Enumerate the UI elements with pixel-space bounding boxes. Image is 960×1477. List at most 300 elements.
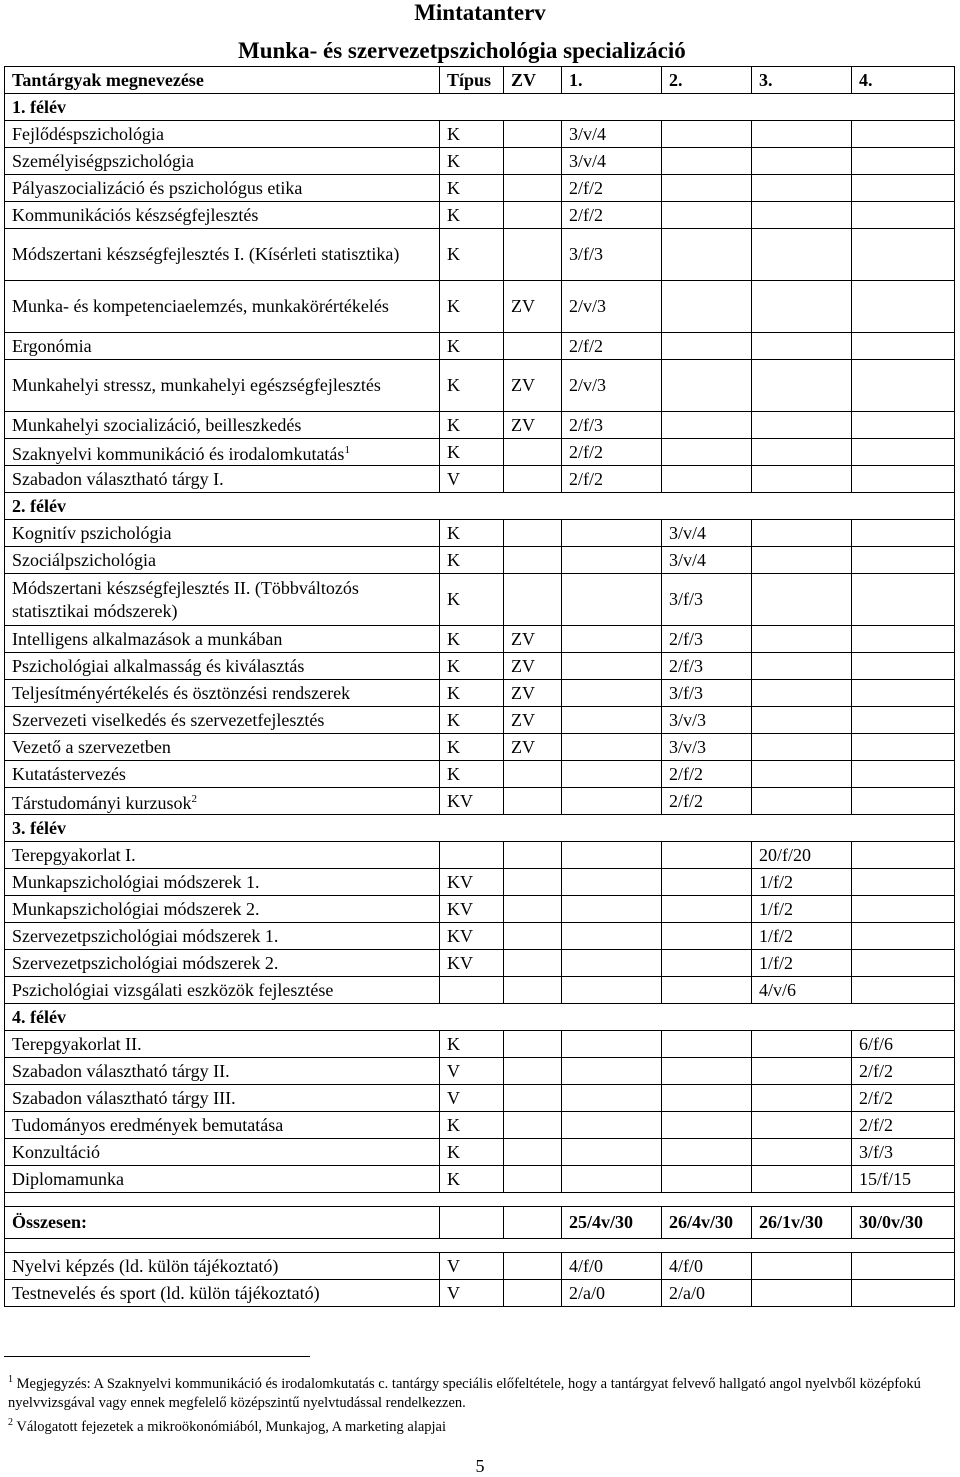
- course-row: [5, 574, 955, 626]
- course-row: [5, 333, 955, 360]
- cell-tipus: [440, 977, 504, 1004]
- course-row: [5, 1085, 955, 1112]
- semester-heading: 2. félév: [5, 493, 955, 520]
- cell-sem4: [852, 707, 955, 734]
- cell-sem3: [752, 229, 852, 281]
- cell-sem2: 26/4v/30: [662, 1207, 752, 1239]
- cell-sem1: [562, 788, 662, 815]
- cell-zv: ZV: [504, 653, 562, 680]
- cell-sem2: 2/f/3: [662, 626, 752, 653]
- cell-sem2: [662, 950, 752, 977]
- cell-tipus: K: [440, 574, 504, 626]
- cell-tipus: K: [440, 121, 504, 148]
- cell-tipus: K: [440, 1139, 504, 1166]
- cell-sem3: [752, 1166, 852, 1193]
- semester-heading-row: [5, 815, 955, 842]
- header-cell-sem3: 3.: [752, 67, 852, 94]
- cell-sem2: 3/v/4: [662, 547, 752, 574]
- cell-sem4: [852, 466, 955, 493]
- cell-sem2: [662, 439, 752, 466]
- course-name: [5, 626, 440, 653]
- cell-sem1: 3/v/4: [562, 148, 662, 175]
- cell-sem2: [662, 148, 752, 175]
- course-name: [5, 547, 440, 574]
- cell-sem3: [752, 1139, 852, 1166]
- course-name-text: Pályaszocializáció és pszichológus etika: [12, 177, 303, 198]
- cell-zv: [504, 175, 562, 202]
- cell-sem2: [662, 1058, 752, 1085]
- table-header-row: [5, 67, 955, 94]
- cell-sem4: 3/f/3: [852, 1139, 955, 1166]
- course-row: [5, 788, 955, 815]
- semester-heading-row: [5, 94, 955, 121]
- cell-sem3: [752, 626, 852, 653]
- cell-sem2: 3/f/3: [662, 680, 752, 707]
- semester-heading: 4. félév: [5, 1004, 955, 1031]
- cell-tipus: K: [440, 761, 504, 788]
- course-name: [5, 202, 440, 229]
- course-name-text: Terepgyakorlat I.: [12, 844, 136, 865]
- cell-sem4: 2/f/2: [852, 1085, 955, 1112]
- page-number: 5: [475, 1456, 485, 1476]
- course-name: [5, 412, 440, 439]
- cell-sem2: [662, 121, 752, 148]
- course-name-text: Szabadon választható tárgy III.: [12, 1087, 236, 1108]
- header-cell-sem2: 2.: [662, 67, 752, 94]
- cell-sem2: [662, 1112, 752, 1139]
- cell-sem3: [752, 175, 852, 202]
- semester-heading-row: [5, 1004, 955, 1031]
- cell-tipus: K: [440, 229, 504, 281]
- cell-sem4: [852, 626, 955, 653]
- cell-tipus: KV: [440, 923, 504, 950]
- cell-tipus: K: [440, 680, 504, 707]
- cell-sem2: [662, 1031, 752, 1058]
- cell-tipus: K: [440, 281, 504, 333]
- cell-tipus: V: [440, 1253, 504, 1280]
- course-name-text: Munkahelyi szocializáció, beilleszkedés: [12, 414, 302, 435]
- cell-zv: [504, 788, 562, 815]
- cell-sem1: [562, 626, 662, 653]
- cell-sem3: [752, 466, 852, 493]
- spacer-row: [5, 1193, 955, 1207]
- cell-tipus: [440, 842, 504, 869]
- course-row: [5, 202, 955, 229]
- cell-sem1: [562, 520, 662, 547]
- cell-sem3: [752, 202, 852, 229]
- cell-sem4: [852, 229, 955, 281]
- cell-sem4: [852, 175, 955, 202]
- cell-zv: [504, 202, 562, 229]
- course-row: [5, 439, 955, 466]
- cell-sem1: 25/4v/30: [562, 1207, 662, 1239]
- course-name: [5, 175, 440, 202]
- cell-sem4: [852, 439, 955, 466]
- cell-zv: [504, 977, 562, 1004]
- course-row: [5, 869, 955, 896]
- cell-zv: [504, 896, 562, 923]
- course-name-text: Szabadon választható tárgy I.: [12, 468, 224, 489]
- cell-sem3: [752, 1031, 852, 1058]
- cell-sem1: [562, 1058, 662, 1085]
- cell-sem4: [852, 202, 955, 229]
- course-name-text: Szabadon választható tárgy II.: [12, 1060, 230, 1081]
- cell-sem4: 2/f/2: [852, 1058, 955, 1085]
- spacer-cell: [5, 1193, 955, 1207]
- cell-sem3: [752, 1280, 852, 1307]
- cell-tipus: K: [440, 520, 504, 547]
- course-name-text: Munka- és kompetenciaelemzés, munkakörértékelés: [12, 296, 389, 316]
- course-name: [5, 1280, 440, 1307]
- cell-sem4: 30/0v/30: [852, 1207, 955, 1239]
- curriculum-table-body: [5, 67, 955, 1307]
- cell-tipus: KV: [440, 950, 504, 977]
- course-name: [5, 707, 440, 734]
- cell-zv: [504, 333, 562, 360]
- course-name: [5, 923, 440, 950]
- course-name: [5, 439, 440, 466]
- course-row: [5, 547, 955, 574]
- cell-sem4: [852, 148, 955, 175]
- cell-tipus: V: [440, 1085, 504, 1112]
- course-name: [5, 1139, 440, 1166]
- cell-zv: [504, 950, 562, 977]
- cell-sem4: [852, 842, 955, 869]
- cell-tipus: V: [440, 466, 504, 493]
- cell-sem1: 2/f/3: [562, 412, 662, 439]
- cell-tipus: K: [440, 333, 504, 360]
- course-name: [5, 761, 440, 788]
- cell-sem1: [562, 653, 662, 680]
- course-name-text: Kognitív pszichológia: [12, 522, 172, 543]
- footnote-1: [8, 1370, 948, 1413]
- cell-sem3: [752, 653, 852, 680]
- cell-sem3: [752, 121, 852, 148]
- course-row: [5, 412, 955, 439]
- cell-sem4: [852, 360, 955, 412]
- footnote-reference: 2: [191, 792, 197, 805]
- course-name-text: Pszichológiai alkalmasság és kiválasztás: [12, 655, 305, 676]
- course-row: [5, 653, 955, 680]
- cell-sem2: 2/f/2: [662, 788, 752, 815]
- course-name: [5, 896, 440, 923]
- cell-sem2: [662, 923, 752, 950]
- course-row: [5, 360, 955, 412]
- course-name-text: Diplomamunka: [12, 1168, 124, 1189]
- cell-sem3: [752, 148, 852, 175]
- cell-sem1: [562, 707, 662, 734]
- course-name-text: Konzultáció: [12, 1141, 100, 1162]
- course-name: [5, 1112, 440, 1139]
- footnote-reference: 1: [344, 443, 350, 456]
- course-name: [5, 333, 440, 360]
- course-name-text: Szervezetpszichológiai módszerek 2.: [12, 952, 279, 973]
- course-row: [5, 281, 955, 333]
- spacer-cell: [5, 1239, 955, 1253]
- cell-zv: [504, 520, 562, 547]
- course-name: [5, 653, 440, 680]
- curriculum-table: [4, 66, 955, 1307]
- course-name: [5, 360, 440, 412]
- cell-sem4: 6/f/6: [852, 1031, 955, 1058]
- course-row: [5, 520, 955, 547]
- cell-tipus: V: [440, 1280, 504, 1307]
- header-cell-zv: ZV: [504, 67, 562, 94]
- course-name-text: Fejlődéspszichológia: [12, 123, 164, 144]
- course-row: [5, 466, 955, 493]
- cell-sem3: 1/f/2: [752, 950, 852, 977]
- cell-tipus: K: [440, 707, 504, 734]
- cell-sem3: [752, 360, 852, 412]
- cell-sem2: 2/f/2: [662, 761, 752, 788]
- cell-sem1: 3/v/4: [562, 121, 662, 148]
- cell-sem2: [662, 842, 752, 869]
- cell-sem2: [662, 1085, 752, 1112]
- cell-sem3: [752, 547, 852, 574]
- course-name-text: Társtudományi kurzusok: [12, 792, 192, 813]
- course-row: [5, 977, 955, 1004]
- cell-sem1: [562, 977, 662, 1004]
- cell-sem4: [852, 734, 955, 761]
- cell-sem2: 3/v/4: [662, 520, 752, 547]
- cell-zv: [504, 1058, 562, 1085]
- total-row: [5, 1207, 955, 1239]
- footnote-2-marker: 2: [8, 1416, 13, 1428]
- cell-sem3: [752, 439, 852, 466]
- cell-sem2: [662, 896, 752, 923]
- course-row: [5, 626, 955, 653]
- cell-sem3: [752, 707, 852, 734]
- page-title: Mintatanterv: [414, 0, 546, 25]
- cell-sem4: 15/f/15: [852, 1166, 955, 1193]
- course-name: [5, 466, 440, 493]
- course-row: [5, 896, 955, 923]
- cell-zv: [504, 148, 562, 175]
- cell-sem4: [852, 547, 955, 574]
- cell-sem4: [852, 761, 955, 788]
- cell-sem1: [562, 1031, 662, 1058]
- cell-zv: [504, 869, 562, 896]
- course-name-text: Tudományos eredmények bemutatása: [12, 1114, 284, 1135]
- course-name-text: Munkahelyi stressz, munkahelyi egészségfejlesztés: [12, 375, 381, 395]
- cell-zv: [504, 923, 562, 950]
- cell-sem3: 26/1v/30: [752, 1207, 852, 1239]
- course-row: [5, 1112, 955, 1139]
- cell-sem4: [852, 1253, 955, 1280]
- cell-zv: [504, 229, 562, 281]
- cell-sem3: [752, 788, 852, 815]
- cell-sem1: [562, 574, 662, 626]
- cell-sem2: 3/v/3: [662, 734, 752, 761]
- cell-zv: [504, 1031, 562, 1058]
- cell-sem4: [852, 950, 955, 977]
- course-row: [5, 842, 955, 869]
- cell-sem1: 2/f/2: [562, 202, 662, 229]
- cell-zv: [504, 1280, 562, 1307]
- course-row: [5, 680, 955, 707]
- cell-sem1: [562, 734, 662, 761]
- spacer-row: [5, 1239, 955, 1253]
- cell-sem1: [562, 923, 662, 950]
- cell-tipus: K: [440, 653, 504, 680]
- footnote-2: [8, 1413, 948, 1437]
- course-name: [5, 574, 440, 626]
- footnote-1-marker: 1: [8, 1374, 13, 1385]
- course-name: [5, 229, 440, 281]
- cell-sem3: 1/f/2: [752, 923, 852, 950]
- cell-sem2: [662, 466, 752, 493]
- cell-zv: [504, 547, 562, 574]
- cell-tipus: K: [440, 412, 504, 439]
- course-name-text: Szervezetpszichológiai módszerek 1.: [12, 925, 279, 946]
- page-subtitle: Munka- és szervezetpszichológia specializáció: [238, 38, 686, 63]
- cell-sem4: 2/f/2: [852, 1112, 955, 1139]
- cell-sem4: [852, 1280, 955, 1307]
- cell-tipus: V: [440, 1058, 504, 1085]
- cell-sem3: [752, 1085, 852, 1112]
- course-name: [5, 121, 440, 148]
- cell-tipus: K: [440, 1031, 504, 1058]
- cell-sem3: [752, 1058, 852, 1085]
- header-cell-sem1: 1.: [562, 67, 662, 94]
- cell-sem2: 3/v/3: [662, 707, 752, 734]
- cell-sem1: [562, 1085, 662, 1112]
- cell-sem2: [662, 202, 752, 229]
- cell-zv: [504, 121, 562, 148]
- cell-zv: ZV: [504, 360, 562, 412]
- total-label: [5, 1207, 440, 1239]
- cell-sem3: [752, 520, 852, 547]
- course-name: [5, 520, 440, 547]
- cell-sem4: [852, 412, 955, 439]
- course-row: [5, 175, 955, 202]
- cell-tipus: [440, 1207, 504, 1239]
- footnotes: [8, 1370, 948, 1437]
- cell-sem1: 2/v/3: [562, 360, 662, 412]
- cell-sem1: 2/a/0: [562, 1280, 662, 1307]
- course-name-text: Vezető a szervezetben: [12, 736, 171, 757]
- course-name-text: Kutatástervezés: [12, 763, 126, 784]
- cell-sem1: [562, 680, 662, 707]
- cell-sem2: 2/a/0: [662, 1280, 752, 1307]
- cell-sem4: [852, 520, 955, 547]
- course-row: [5, 121, 955, 148]
- course-name-text: Teljesítményértékelés és ösztönzési rendszerek: [12, 682, 351, 703]
- cell-zv: ZV: [504, 626, 562, 653]
- cell-tipus: K: [440, 626, 504, 653]
- cell-sem1: 2/f/2: [562, 466, 662, 493]
- cell-sem1: [562, 1139, 662, 1166]
- semester-heading: 3. félév: [5, 815, 955, 842]
- cell-sem1: 3/f/3: [562, 229, 662, 281]
- cell-zv: [504, 1207, 562, 1239]
- cell-sem3: [752, 734, 852, 761]
- cell-tipus: K: [440, 148, 504, 175]
- course-row: [5, 1280, 955, 1307]
- cell-zv: ZV: [504, 281, 562, 333]
- cell-sem3: [752, 761, 852, 788]
- cell-sem1: [562, 950, 662, 977]
- cell-sem3: 1/f/2: [752, 869, 852, 896]
- cell-sem4: [852, 788, 955, 815]
- cell-sem3: [752, 333, 852, 360]
- course-row: [5, 1031, 955, 1058]
- course-name: [5, 1031, 440, 1058]
- course-name: [5, 842, 440, 869]
- course-name: [5, 734, 440, 761]
- course-name: [5, 680, 440, 707]
- cell-zv: [504, 1085, 562, 1112]
- header-cell-name: Tantárgyak megnevezése: [5, 67, 440, 94]
- course-row: [5, 1058, 955, 1085]
- course-name-text: Testnevelés és sport (ld. külön tájékoztató): [12, 1282, 320, 1303]
- cell-tipus: K: [440, 202, 504, 229]
- cell-sem2: [662, 412, 752, 439]
- cell-sem3: 1/f/2: [752, 896, 852, 923]
- course-name: [5, 1058, 440, 1085]
- course-name-text: Nyelvi képzés (ld. külön tájékoztató): [12, 1255, 279, 1276]
- course-name-text: Szervezeti viselkedés és szervezetfejlesztés: [12, 709, 325, 730]
- cell-sem3: [752, 412, 852, 439]
- cell-sem4: [852, 923, 955, 950]
- course-name-text: Kommunikációs készségfejlesztés: [12, 204, 259, 225]
- course-name-text: Pszichológiai vizsgálati eszközök fejlesztése: [12, 979, 334, 1000]
- cell-sem1: [562, 842, 662, 869]
- semester-heading-row: [5, 493, 955, 520]
- cell-sem3: [752, 1253, 852, 1280]
- header-cell-sem4: 4.: [852, 67, 955, 94]
- cell-sem4: [852, 653, 955, 680]
- cell-sem4: [852, 896, 955, 923]
- cell-sem2: 4/f/0: [662, 1253, 752, 1280]
- cell-sem4: [852, 869, 955, 896]
- cell-zv: [504, 1166, 562, 1193]
- cell-sem2: [662, 281, 752, 333]
- cell-zv: [504, 574, 562, 626]
- cell-sem1: [562, 869, 662, 896]
- course-row: [5, 707, 955, 734]
- cell-sem1: [562, 1112, 662, 1139]
- cell-zv: [504, 439, 562, 466]
- cell-zv: [504, 761, 562, 788]
- cell-sem1: [562, 896, 662, 923]
- cell-sem2: 2/f/3: [662, 653, 752, 680]
- course-row: [5, 950, 955, 977]
- cell-zv: ZV: [504, 680, 562, 707]
- cell-sem1: 2/f/2: [562, 175, 662, 202]
- course-name-text: Módszertani készségfejlesztés II. (Többváltozós statisztikai módszerek): [12, 577, 359, 621]
- header-cell-tipus: Típus: [440, 67, 504, 94]
- cell-zv: [504, 842, 562, 869]
- cell-sem3: 20/f/20: [752, 842, 852, 869]
- course-row: [5, 761, 955, 788]
- footnote-1-text: Megjegyzés: A Szaknyelvi kommunikáció és irodalomkutatás c. tantárgy speciális előfeltétele, hogy a tantárgyat felvevő hallgató angol nyelvből középfokú nyelvvizsgával vagy ennek megfelelő középszintű nyelvtudással rendelkezzen.: [8, 1375, 921, 1411]
- footnote-divider: [4, 1356, 310, 1357]
- course-name-text: Szociálpszichológia: [12, 549, 156, 570]
- course-row: [5, 734, 955, 761]
- cell-sem1: [562, 1166, 662, 1193]
- cell-sem2: [662, 1166, 752, 1193]
- cell-sem1: [562, 761, 662, 788]
- cell-tipus: KV: [440, 788, 504, 815]
- cell-tipus: K: [440, 1166, 504, 1193]
- cell-sem4: [852, 574, 955, 626]
- course-row: [5, 923, 955, 950]
- course-row: [5, 1139, 955, 1166]
- cell-zv: [504, 1253, 562, 1280]
- course-name-text: Munkapszichológiai módszerek 1.: [12, 871, 260, 892]
- cell-sem3: [752, 1112, 852, 1139]
